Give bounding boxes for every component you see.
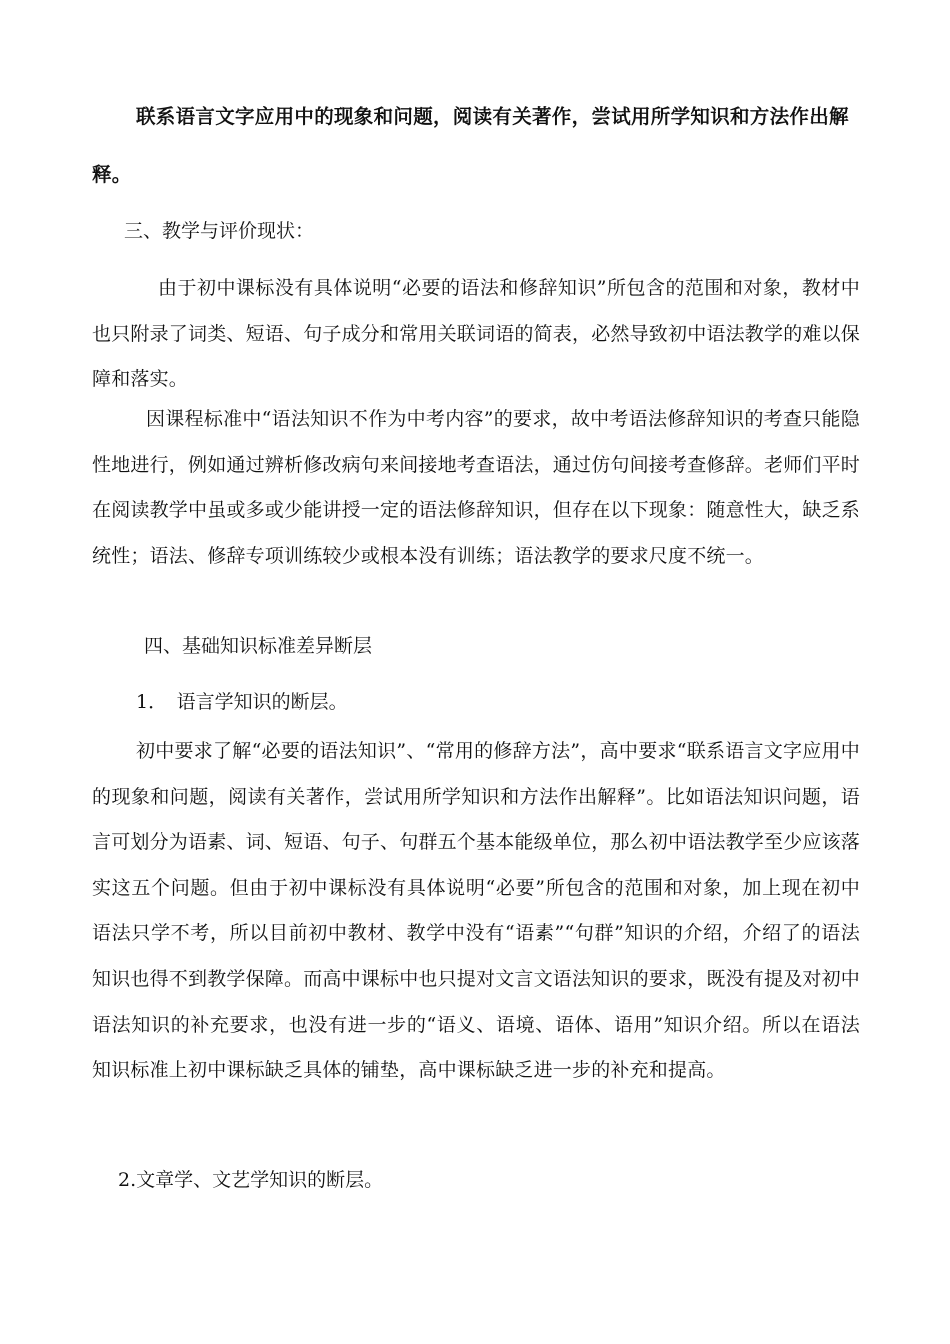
subsection-1-paragraph: 初中要求了解“必要的语法知识”、“常用的修辞方法”，高中要求“联系语言文字应用中的现象和问题，阅读有关著作，尝试用所学知识和方法作出解释”。比如语法知识问题，语言可划分为语素、词、短语、句子、句群五个基本能级单位，那么初中语法教学至少应该落实这五个问题。但由于初中课标没有具体说明“必要”所包含的范围和对象，加上现在初中语法只学不考，所以目前初中教材、教学中没有“语素”“句群”知识的介绍，介绍了的语法知识也得不到教学保障。而高中课标中也只提对文言文语法知识的要求，既没有提及对初中语法知识的补充要求，也没有进一步的“语义、语境、语体、语用”知识介绍。所以在语法知识标准上初中课标缺乏具体的铺垫，高中课标缺乏进一步的补充和提高。 <box>92 740 861 1082</box>
section-4-heading: 四、基础知识标准差异断层 <box>144 635 373 657</box>
section-3-paragraph-1: 由于初中课标没有具体说明“必要的语法和修辞知识”所包含的范围和对象，教材中也只附录了词类、短语、句子成分和常用关联词语的简表，必然导致初中语法教学的难以保障和落实。 <box>92 277 861 391</box>
subsection-1-heading: 1． 语言学知识的断层。 <box>136 691 348 713</box>
section-3-heading: 三、教学与评价现状： <box>124 220 315 242</box>
section-3-paragraph-2: 因课程标准中“语法知识不作为中考内容”的要求，故中考语法修辞知识的考查只能隐性地进行，例如通过辨析修改病句来间接地考查语法，通过仿句间接考查修辞。老师们平时在阅读教学中虽或多或少能讲授一定的语法修辞知识，但存在以下现象：随意性大，缺乏系统性；语法、修辞专项训练较少或根本没有训练；语法教学的要求尺度不统一。 <box>92 408 861 567</box>
subsection-2-heading: 2.文章学、文艺学知识的断层。 <box>118 1169 384 1191</box>
intro-bold-paragraph: 联系语言文字应用中的现象和问题，阅读有关著作，尝试用所学知识和方法作出解释。 <box>92 105 849 186</box>
